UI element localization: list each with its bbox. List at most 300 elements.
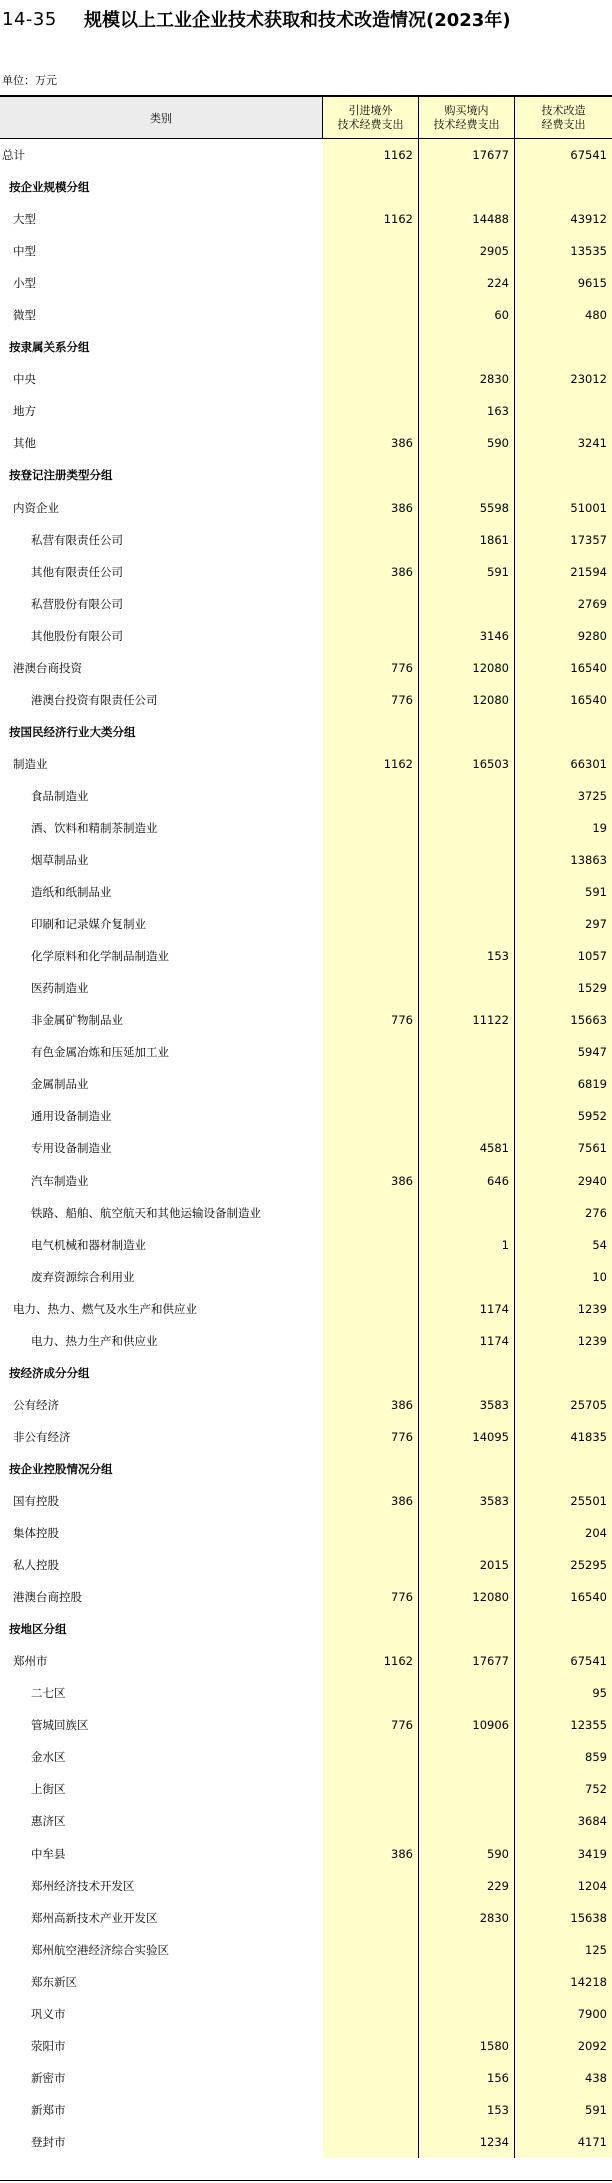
domestic-tech-value: 590 <box>419 427 515 459</box>
row-label: 按地区分组 <box>9 1622 67 1637</box>
table-row <box>0 652 612 684</box>
row-label: 郑州市 <box>13 1654 48 1669</box>
table-row <box>0 588 612 620</box>
row-label: 有色金属冶炼和压延加工业 <box>31 1045 169 1060</box>
domestic-tech-value: 14095 <box>419 1421 515 1453</box>
row-label: 私营有限责任公司 <box>31 532 123 547</box>
foreign-tech-value: 386 <box>323 556 419 588</box>
table-body <box>0 139 612 2158</box>
table-row <box>0 1549 612 1581</box>
tech-renovation-value: 21594 <box>515 556 612 588</box>
table-row <box>0 139 612 171</box>
domestic-tech-value <box>419 1677 515 1709</box>
table-row <box>0 620 612 652</box>
tech-renovation-value <box>515 459 612 491</box>
tech-renovation-value: 204 <box>515 1517 612 1549</box>
foreign-tech-value <box>323 1036 419 1068</box>
foreign-tech-value: 776 <box>323 1004 419 1036</box>
tech-renovation-value: 16540 <box>515 1581 612 1613</box>
tech-renovation-value: 25295 <box>515 1549 612 1581</box>
table-row <box>0 1677 612 1709</box>
foreign-tech-value: 1162 <box>323 748 419 780</box>
row-label: 港澳台商投资 <box>13 660 82 675</box>
domestic-tech-value <box>419 1261 515 1293</box>
tech-renovation-value: 2092 <box>515 2030 612 2062</box>
table-row <box>0 1517 612 1549</box>
row-label: 化学原料和化学制品制造业 <box>31 949 169 964</box>
domestic-tech-value <box>419 1613 515 1645</box>
group-header-row <box>0 1613 612 1645</box>
foreign-tech-value <box>323 2126 419 2158</box>
table-row <box>0 1293 612 1325</box>
row-label: 汽车制造业 <box>31 1173 89 1188</box>
foreign-tech-value: 386 <box>323 1485 419 1517</box>
table-row <box>0 1421 612 1453</box>
domestic-tech-value: 3583 <box>419 1389 515 1421</box>
domestic-tech-value <box>419 1357 515 1389</box>
tech-renovation-value: 591 <box>515 876 612 908</box>
domestic-tech-value: 590 <box>419 1837 515 1869</box>
table-row <box>0 2030 612 2062</box>
foreign-tech-value <box>323 1100 419 1132</box>
foreign-tech-value: 776 <box>323 1709 419 1741</box>
table-row <box>0 1325 612 1357</box>
group-header-row <box>0 716 612 748</box>
table-row <box>0 363 612 395</box>
domestic-tech-value: 2830 <box>419 1902 515 1934</box>
row-label: 总计 <box>2 148 25 163</box>
tech-renovation-value <box>515 716 612 748</box>
foreign-tech-value <box>323 1229 419 1261</box>
table-row <box>0 492 612 524</box>
tech-renovation-value: 16540 <box>515 652 612 684</box>
row-label: 国有控股 <box>13 1493 59 1508</box>
domestic-tech-value: 14488 <box>419 203 515 235</box>
domestic-tech-value <box>419 588 515 620</box>
tech-renovation-value: 438 <box>515 2062 612 2094</box>
domestic-tech-value: 5598 <box>419 492 515 524</box>
row-label: 铁路、船舶、航空航天和其他运输设备制造业 <box>31 1205 261 1220</box>
row-label: 内资企业 <box>13 500 59 515</box>
page-title <box>2 6 610 32</box>
table-row <box>0 1485 612 1517</box>
domestic-tech-value <box>419 1934 515 1966</box>
tech-renovation-value: 4171 <box>515 2126 612 2158</box>
tech-renovation-value: 1239 <box>515 1325 612 1357</box>
group-header-row <box>0 1357 612 1389</box>
domestic-tech-value <box>419 876 515 908</box>
tech-renovation-value: 54 <box>515 1229 612 1261</box>
row-label: 金属制品业 <box>31 1077 89 1092</box>
foreign-tech-value <box>323 2062 419 2094</box>
foreign-tech-value: 1162 <box>323 203 419 235</box>
foreign-tech-value <box>323 1677 419 1709</box>
table-row <box>0 876 612 908</box>
domestic-tech-value: 12080 <box>419 1581 515 1613</box>
table-row <box>0 1261 612 1293</box>
foreign-tech-value <box>323 1613 419 1645</box>
row-label: 私营股份有限公司 <box>31 596 123 611</box>
tech-renovation-value: 16540 <box>515 684 612 716</box>
tech-renovation-value: 13863 <box>515 844 612 876</box>
tech-renovation-value: 51001 <box>515 492 612 524</box>
foreign-tech-value <box>323 1773 419 1805</box>
tech-renovation-value: 14218 <box>515 1966 612 1998</box>
tech-renovation-value <box>515 331 612 363</box>
table-row <box>0 524 612 556</box>
domestic-tech-value <box>419 908 515 940</box>
tech-renovation-value: 5947 <box>515 1036 612 1068</box>
header-tech-renovation-line2: 经费支出 <box>541 117 586 131</box>
domestic-tech-value: 3583 <box>419 1485 515 1517</box>
table-row <box>0 1902 612 1934</box>
row-label: 新密市 <box>31 2070 66 2085</box>
row-label: 惠济区 <box>31 1814 66 1829</box>
foreign-tech-value <box>323 395 419 427</box>
table-row <box>0 844 612 876</box>
row-label: 大型 <box>13 212 36 227</box>
table-header <box>0 97 612 139</box>
tech-renovation-value: 12355 <box>515 1709 612 1741</box>
table-row <box>0 203 612 235</box>
row-label: 电气机械和器材制造业 <box>31 1237 146 1252</box>
tech-renovation-value: 67541 <box>515 1645 612 1677</box>
table-row <box>0 267 612 299</box>
domestic-tech-value: 153 <box>419 2094 515 2126</box>
header-tech-renovation-line1: 技术改造 <box>541 103 586 117</box>
domestic-tech-value: 224 <box>419 267 515 299</box>
row-label: 郑东新区 <box>31 1974 77 1989</box>
table-row <box>0 908 612 940</box>
domestic-tech-value: 12080 <box>419 684 515 716</box>
row-label: 非金属矿物制品业 <box>31 1013 123 1028</box>
tech-renovation-value: 25501 <box>515 1485 612 1517</box>
row-label: 烟草制品业 <box>31 853 89 868</box>
foreign-tech-value <box>323 235 419 267</box>
row-label: 印刷和记录媒介复制业 <box>31 917 146 932</box>
foreign-tech-value <box>323 1293 419 1325</box>
header-foreign-tech-line2: 技术经费支出 <box>337 117 404 131</box>
row-label: 二七区 <box>31 1686 66 1701</box>
tech-renovation-value: 297 <box>515 908 612 940</box>
row-label: 电力、热力、燃气及水生产和供应业 <box>13 1301 197 1316</box>
row-label: 港澳台投资有限责任公司 <box>31 692 158 707</box>
tech-renovation-value: 10 <box>515 1261 612 1293</box>
domestic-tech-value: 163 <box>419 395 515 427</box>
foreign-tech-value <box>323 844 419 876</box>
row-label: 郑州航空港经济综合实验区 <box>31 1942 169 1957</box>
row-label: 私人控股 <box>13 1558 59 1573</box>
table-bottom-border <box>0 2180 612 2181</box>
table-row <box>0 1004 612 1036</box>
foreign-tech-value <box>323 1549 419 1581</box>
tech-renovation-value: 23012 <box>515 363 612 395</box>
domestic-tech-value: 12080 <box>419 652 515 684</box>
foreign-tech-value <box>323 459 419 491</box>
foreign-tech-value <box>323 876 419 908</box>
table-row <box>0 1100 612 1132</box>
domestic-tech-value: 1174 <box>419 1293 515 1325</box>
tech-renovation-value: 43912 <box>515 203 612 235</box>
tech-renovation-value: 17357 <box>515 524 612 556</box>
row-label: 非公有经济 <box>13 1429 71 1444</box>
table-row <box>0 1197 612 1229</box>
row-label: 小型 <box>13 276 36 291</box>
foreign-tech-value <box>323 1902 419 1934</box>
row-label: 按企业规模分组 <box>9 180 90 195</box>
tech-renovation-value: 15663 <box>515 1004 612 1036</box>
domestic-tech-value <box>419 972 515 1004</box>
foreign-tech-value <box>323 780 419 812</box>
tech-renovation-value: 25705 <box>515 1389 612 1421</box>
row-label: 中牟县 <box>31 1846 66 1861</box>
tech-renovation-value: 2940 <box>515 1165 612 1197</box>
row-label: 按国民经济行业大类分组 <box>9 724 136 739</box>
foreign-tech-value: 776 <box>323 1421 419 1453</box>
table-row <box>0 1389 612 1421</box>
row-label: 医药制造业 <box>31 981 89 996</box>
tech-renovation-value: 66301 <box>515 748 612 780</box>
domestic-tech-value <box>419 716 515 748</box>
table-row <box>0 684 612 716</box>
row-label: 其他股份有限公司 <box>31 628 123 643</box>
row-label: 登封市 <box>31 2134 66 2149</box>
table-row <box>0 1837 612 1869</box>
tech-renovation-value: 3684 <box>515 1805 612 1837</box>
domestic-tech-value <box>419 1197 515 1229</box>
foreign-tech-value: 386 <box>323 1389 419 1421</box>
row-label: 金水区 <box>31 1750 66 1765</box>
foreign-tech-value: 776 <box>323 652 419 684</box>
table-title: 规模以上工业企业技术获取和技术改造情况(2023年) <box>84 10 511 31</box>
table-row <box>0 1132 612 1164</box>
tech-renovation-value: 752 <box>515 1773 612 1805</box>
table-row <box>0 780 612 812</box>
foreign-tech-value: 386 <box>323 1165 419 1197</box>
table-row <box>0 2126 612 2158</box>
row-label: 上街区 <box>31 1782 66 1797</box>
foreign-tech-value <box>323 1068 419 1100</box>
foreign-tech-value <box>323 588 419 620</box>
row-label: 微型 <box>13 308 36 323</box>
row-label: 食品制造业 <box>31 788 89 803</box>
tech-renovation-value <box>515 171 612 203</box>
table-row <box>0 1581 612 1613</box>
foreign-tech-value: 776 <box>323 684 419 716</box>
foreign-tech-value <box>323 331 419 363</box>
domestic-tech-value <box>419 1805 515 1837</box>
domestic-tech-value: 1861 <box>419 524 515 556</box>
foreign-tech-value <box>323 1261 419 1293</box>
foreign-tech-value <box>323 1197 419 1229</box>
foreign-tech-value <box>323 908 419 940</box>
table-row <box>0 235 612 267</box>
tech-renovation-value: 95 <box>515 1677 612 1709</box>
foreign-tech-value <box>323 1741 419 1773</box>
domestic-tech-value: 591 <box>419 556 515 588</box>
row-label: 按登记注册类型分组 <box>9 468 113 483</box>
foreign-tech-value <box>323 620 419 652</box>
domestic-tech-value: 2015 <box>419 1549 515 1581</box>
domestic-tech-value: 1174 <box>419 1325 515 1357</box>
table-row <box>0 1805 612 1837</box>
tech-renovation-value: 3419 <box>515 1837 612 1869</box>
domestic-tech-value <box>419 844 515 876</box>
foreign-tech-value <box>323 812 419 844</box>
foreign-tech-value <box>323 267 419 299</box>
group-header-row <box>0 331 612 363</box>
domestic-tech-value <box>419 171 515 203</box>
domestic-tech-value <box>419 1998 515 2030</box>
table-row <box>0 2094 612 2126</box>
tech-renovation-value: 19 <box>515 812 612 844</box>
foreign-tech-value <box>323 1517 419 1549</box>
row-label: 中型 <box>13 244 36 259</box>
row-label: 郑州高新技术产业开发区 <box>31 1910 158 1925</box>
table-row <box>0 940 612 972</box>
row-label: 酒、饮料和精制茶制造业 <box>31 821 158 835</box>
group-header-row <box>0 1453 612 1485</box>
row-label: 管城回族区 <box>31 1718 89 1733</box>
domestic-tech-value: 17677 <box>419 139 515 171</box>
table-row <box>0 1998 612 2030</box>
tech-renovation-value: 9615 <box>515 267 612 299</box>
table-row <box>0 1741 612 1773</box>
tech-renovation-value: 7561 <box>515 1132 612 1164</box>
tech-renovation-value: 6819 <box>515 1068 612 1100</box>
row-label: 荥阳市 <box>31 2038 66 2053</box>
domestic-tech-value: 156 <box>419 2062 515 2094</box>
table-row <box>0 1709 612 1741</box>
foreign-tech-value <box>323 2030 419 2062</box>
domestic-tech-value <box>419 812 515 844</box>
tech-renovation-value: 1057 <box>515 940 612 972</box>
foreign-tech-value <box>323 972 419 1004</box>
foreign-tech-value: 386 <box>323 427 419 459</box>
foreign-tech-value <box>323 1132 419 1164</box>
statistics-table <box>0 95 612 2158</box>
header-tech-renovation <box>515 97 612 138</box>
table-row <box>0 1870 612 1902</box>
table-number: 14-35 <box>2 8 57 30</box>
tech-renovation-value: 67541 <box>515 139 612 171</box>
header-foreign-tech <box>323 97 419 138</box>
row-label: 通用设备制造业 <box>31 1109 112 1124</box>
table-row <box>0 1165 612 1197</box>
tech-renovation-value: 3725 <box>515 780 612 812</box>
row-label: 按企业控股情况分组 <box>9 1461 113 1476</box>
domestic-tech-value: 229 <box>419 1870 515 1902</box>
row-label: 集体控股 <box>13 1526 59 1541</box>
tech-renovation-value <box>515 1453 612 1485</box>
tech-renovation-value: 591 <box>515 2094 612 2126</box>
table-row <box>0 427 612 459</box>
row-label: 巩义市 <box>31 2006 66 2021</box>
foreign-tech-value <box>323 171 419 203</box>
header-category: 类别 <box>0 97 323 138</box>
foreign-tech-value <box>323 2094 419 2126</box>
foreign-tech-value: 386 <box>323 1837 419 1869</box>
foreign-tech-value <box>323 716 419 748</box>
foreign-tech-value: 1162 <box>323 1645 419 1677</box>
foreign-tech-value <box>323 1966 419 1998</box>
table-row <box>0 1036 612 1068</box>
foreign-tech-value <box>323 1934 419 1966</box>
row-label: 电力、热力生产和供应业 <box>31 1333 158 1348</box>
table-row <box>0 972 612 1004</box>
domestic-tech-value: 10906 <box>419 1709 515 1741</box>
domestic-tech-value: 60 <box>419 299 515 331</box>
table-row <box>0 299 612 331</box>
tech-renovation-value: 5952 <box>515 1100 612 1132</box>
row-label: 港澳台商控股 <box>13 1590 82 1605</box>
domestic-tech-value: 2830 <box>419 363 515 395</box>
domestic-tech-value: 3146 <box>419 620 515 652</box>
tech-renovation-value: 3241 <box>515 427 612 459</box>
foreign-tech-value <box>323 1998 419 2030</box>
header-foreign-tech-line1: 引进境外 <box>348 103 393 117</box>
tech-renovation-value: 480 <box>515 299 612 331</box>
tech-renovation-value: 1204 <box>515 1870 612 1902</box>
table-row <box>0 1068 612 1100</box>
domestic-tech-value <box>419 459 515 491</box>
foreign-tech-value: 1162 <box>323 139 419 171</box>
foreign-tech-value <box>323 524 419 556</box>
domestic-tech-value: 16503 <box>419 748 515 780</box>
row-label: 造纸和纸制品业 <box>31 885 112 900</box>
domestic-tech-value <box>419 1036 515 1068</box>
foreign-tech-value: 386 <box>323 492 419 524</box>
domestic-tech-value: 4581 <box>419 1132 515 1164</box>
domestic-tech-value <box>419 1068 515 1100</box>
domestic-tech-value <box>419 1773 515 1805</box>
domestic-tech-value <box>419 1517 515 1549</box>
tech-renovation-value <box>515 1613 612 1645</box>
domestic-tech-value <box>419 1100 515 1132</box>
tech-renovation-value: 41835 <box>515 1421 612 1453</box>
table-row <box>0 1229 612 1261</box>
table-row <box>0 556 612 588</box>
table-row <box>0 1645 612 1677</box>
tech-renovation-value: 2769 <box>515 588 612 620</box>
foreign-tech-value <box>323 1453 419 1485</box>
domestic-tech-value: 646 <box>419 1165 515 1197</box>
row-label: 其他有限责任公司 <box>31 564 123 579</box>
tech-renovation-value <box>515 395 612 427</box>
table-row <box>0 395 612 427</box>
tech-renovation-value <box>515 1357 612 1389</box>
tech-renovation-value: 13535 <box>515 235 612 267</box>
domestic-tech-value <box>419 1966 515 1998</box>
row-label: 郑州经济技术开发区 <box>31 1878 135 1893</box>
table-row <box>0 1934 612 1966</box>
tech-renovation-value: 125 <box>515 1934 612 1966</box>
domestic-tech-value: 2905 <box>419 235 515 267</box>
foreign-tech-value <box>323 940 419 972</box>
domestic-tech-value <box>419 331 515 363</box>
header-domestic-tech-line2: 技术经费支出 <box>433 117 500 131</box>
header-domestic-tech <box>419 97 515 138</box>
tech-renovation-value: 1239 <box>515 1293 612 1325</box>
domestic-tech-value <box>419 1453 515 1485</box>
domestic-tech-value <box>419 1741 515 1773</box>
row-label: 地方 <box>13 404 36 419</box>
row-label: 按经济成分分组 <box>9 1365 90 1380</box>
table-row <box>0 2062 612 2094</box>
table-row <box>0 748 612 780</box>
domestic-tech-value: 1234 <box>419 2126 515 2158</box>
table-row <box>0 1966 612 1998</box>
